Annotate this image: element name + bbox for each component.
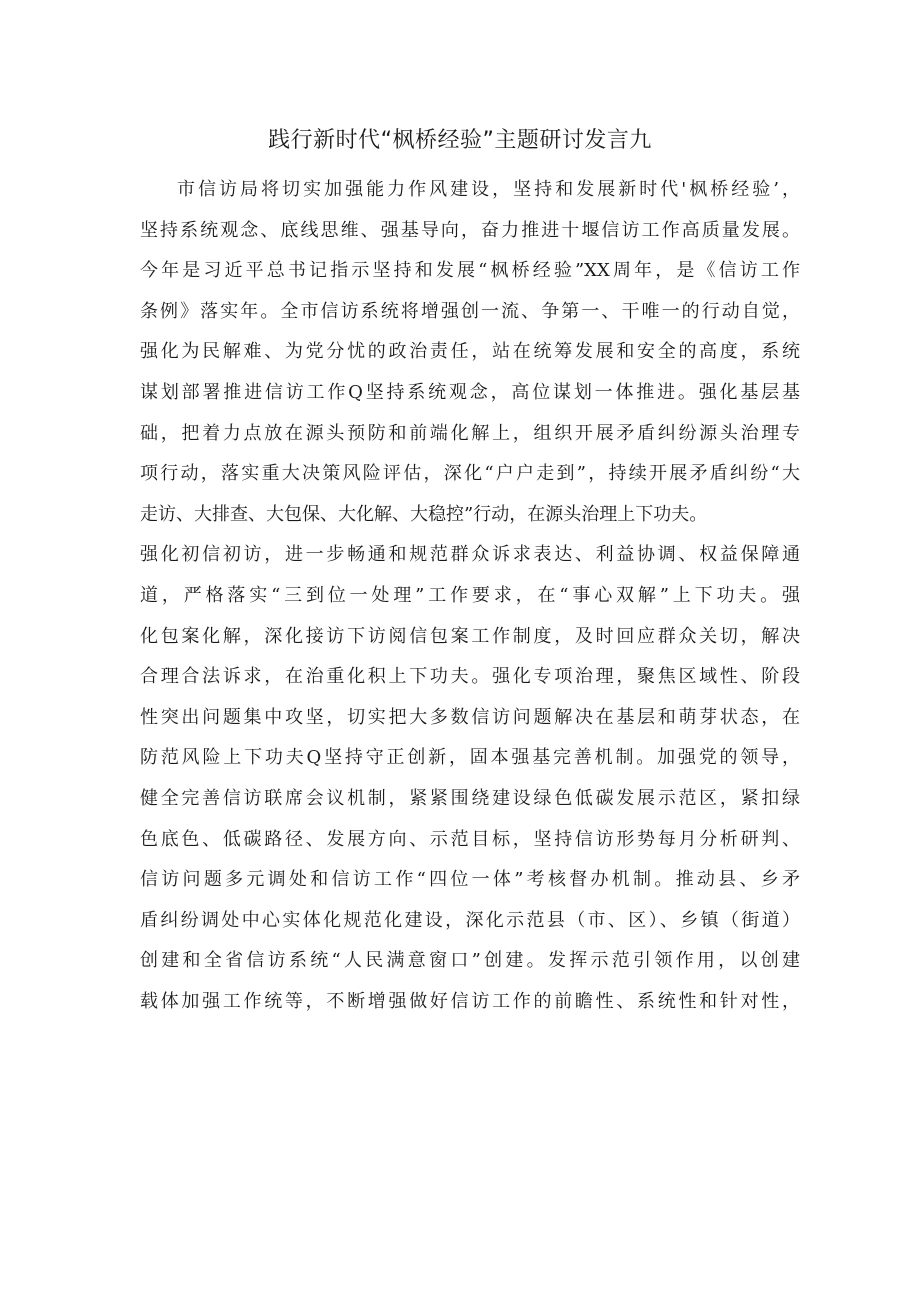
document-title: 践行新时代“枫桥经验”主题研讨发言九 <box>268 128 652 153</box>
body-line: 防范风险上下功夫Q坚持守正创新，固本强基完善机制。加强党的领导， <box>140 747 800 769</box>
body-line: 道，严格落实“三到位一处理”工作要求，在“事心双解”上下功夫。强 <box>140 584 800 606</box>
body-line: 坚持系统观念、底线思维、强基导向，奋力推进十堰信访工作高质量发展。 <box>140 219 800 241</box>
body-line: 健全完善信访联席会议机制，紧紧围绕建设绿色低碳发展示范区，紧扣绿 <box>140 787 800 809</box>
body-line: 合理合法诉求，在治重化积上下功夫。强化专项治理，聚焦区域性、阶段 <box>140 666 800 688</box>
body-line: 化包案化解，深化接访下访阅信包案工作制度，及时回应群众关切，解决 <box>140 625 800 647</box>
body-line: 市信访局将切实加强能力作风建设，坚持和发展新时代'枫桥经验’， <box>177 179 800 200</box>
body-line: 谋划部署推进信访工作Q坚持系统观念，高位谋划一体推进。强化基层基 <box>140 381 800 403</box>
body-line: 项行动，落实重大决策风险评估，深化“户户走到”，持续开展矛盾纠纷“大 <box>140 463 800 485</box>
body-line: 色底色、低碳路径、发展方向、示范目标，坚持信访形势每月分析研判、 <box>140 828 800 850</box>
body-line: 条例》落实年。全市信访系统将增强创一流、争第一、干唯一的行动自觉， <box>140 300 800 322</box>
body-line: 载体加强工作统等，不断增强做好信访工作的前瞻性、系统性和针对性， <box>140 990 800 1012</box>
body-line: 性突出问题集中攻坚，切实把大多数信访问题解决在基层和萌芽状态，在 <box>140 706 800 728</box>
body-line: 强化初信初访，进一步畅通和规范群众诉求表达、利益协调、权益保障通 <box>140 544 800 566</box>
document-body <box>140 170 800 1022</box>
body-line: 强化为民解难、为党分忧的政治责任，站在统筹发展和安全的高度，系统 <box>140 341 800 363</box>
body-line: 今年是习近平总书记指示坚持和发展“枫桥经验”XX周年，是《信访工作 <box>140 260 800 282</box>
body-line: 走访、大排查、大包保、大化解、大稳控”行动，在源头治理上下功夫。 <box>140 503 708 525</box>
body-line: 创建和全省信访系统“人民满意窗口”创建。发挥示范引领作用，以创建 <box>140 950 800 972</box>
body-line: 础，把着力点放在源头预防和前端化解上，组织开展矛盾纠纷源头治理专 <box>140 422 800 444</box>
body-line: 盾纠纷调处中心实体化规范化建设，深化示范县（市、区）、乡镇（街道） <box>140 909 800 931</box>
body-line: 信访问题多元调处和信访工作“四位一体”考核督办机制。推动县、乡矛 <box>140 869 800 891</box>
